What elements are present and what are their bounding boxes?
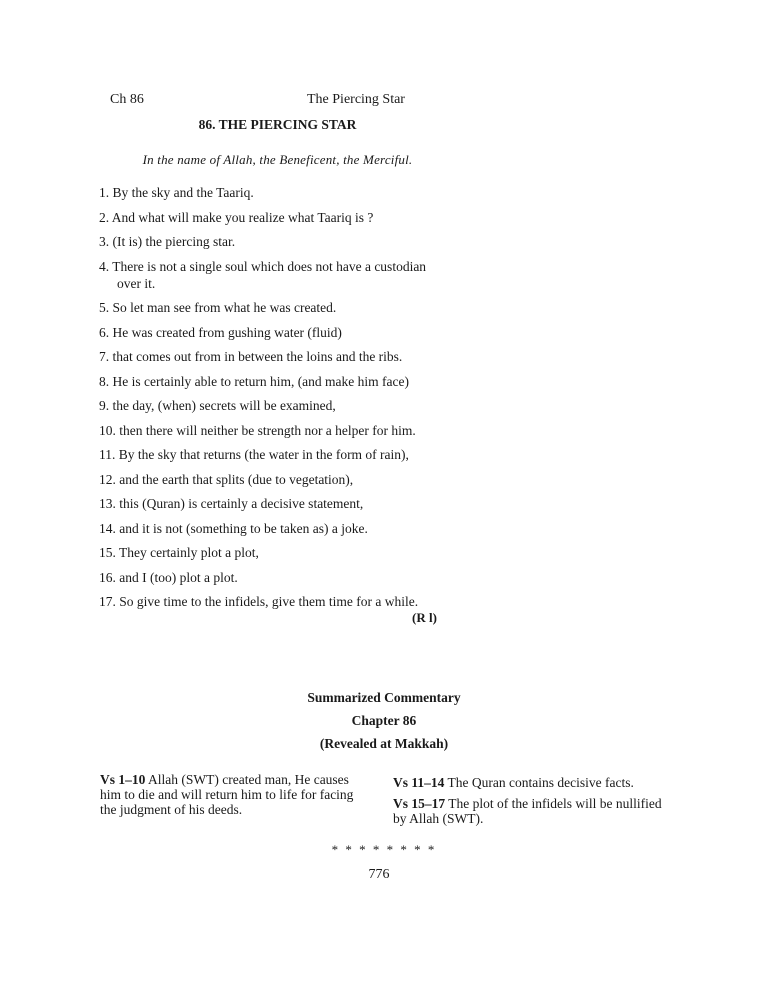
verse-item — [99, 324, 479, 341]
verse-item — [99, 422, 479, 439]
commentary-chapter: Chapter 86 — [351, 713, 417, 728]
verse-text: 14. and it is not (something to be taken as) a joke. — [99, 520, 368, 536]
invocation: In the name of Allah, the Beneficent, the Merciful. — [142, 152, 413, 167]
verse-text: 3. (It is) the piercing star. — [99, 234, 236, 249]
page-number: 776 — [368, 867, 390, 882]
commentary-line: the judgment of his deeds. — [100, 802, 243, 817]
verse-item — [99, 397, 479, 414]
commentary-heading: Summarized Commentary — [307, 690, 461, 705]
separator: * * * * * * * * — [331, 842, 437, 857]
verse-text: 12. and the earth that splits (due to vegetation), — [99, 471, 354, 487]
verse-text: 13. this (Quran) is certainly a decisive statement, — [99, 496, 364, 511]
verse-text: 9. the day, (when) secrets will be examined, — [99, 398, 336, 413]
verse-text: 15. They certainly plot a plot, — [99, 545, 259, 560]
verse-text: 11. By the sky that returns (the water in the form of rain), — [99, 447, 409, 462]
verse-text: 10. then there will neither be strength nor a helper for him. — [99, 422, 416, 438]
verse-text: 8. He is certainly able to return him, (and make him face) — [99, 373, 410, 389]
commentary-line: him to die and will return him to life for facing — [100, 787, 354, 802]
verse-range-label: Vs 11–14 — [393, 775, 445, 790]
commentary-line: by Allah (SWT). — [393, 811, 484, 826]
chapter-header: Ch 86 — [110, 92, 144, 107]
verse-item — [99, 233, 479, 250]
verse-item — [99, 520, 479, 537]
verse-range-label: Vs 15–17 — [393, 796, 446, 811]
verse-text: 2. And what will make you realize what Taariq is ? — [99, 209, 374, 225]
verse-item — [99, 299, 479, 316]
commentary-revealed: (Revealed at Makkah) — [319, 736, 449, 751]
verse-text: 16. and I (too) plot a plot. — [99, 569, 238, 585]
verse-text: 7. that comes out from in between the loins and the ribs. — [99, 349, 403, 364]
verse-continuation: over it. — [117, 275, 156, 291]
verse-text: 17. So give time to the infidels, give them time for a while. — [99, 594, 419, 609]
ruku-marker: (R l) — [412, 610, 437, 625]
commentary-line: The Quran contains decisive facts. — [444, 775, 634, 790]
verse-range-label: Vs 1–10 — [100, 772, 146, 787]
running-title: The Piercing Star — [307, 92, 405, 107]
commentary-left-column — [100, 772, 382, 817]
verse-text: 6. He was created from gushing water (fluid) — [99, 324, 342, 340]
verse-text: 1. By the sky and the Taariq. — [99, 185, 254, 200]
verse-item — [99, 446, 479, 463]
verse-item — [99, 569, 479, 586]
verse-item — [99, 544, 479, 561]
commentary-line: The plot of the infidels will be nullified — [445, 796, 662, 811]
chapter-title: 86. THE PIERCING STAR — [198, 117, 357, 132]
verse-text: 4. There is not a single soul which does not have a custodian — [99, 258, 427, 274]
verse-item — [99, 495, 479, 512]
verse-item — [99, 258, 479, 292]
commentary-line: Allah (SWT) created man, He causes — [145, 772, 349, 787]
verse-item — [99, 471, 479, 488]
verse-item — [99, 209, 479, 226]
verse-list — [99, 184, 479, 618]
commentary-paragraph — [100, 772, 382, 787]
verse-item — [99, 184, 479, 201]
commentary-right-column — [393, 775, 683, 826]
verse-text: 5. So let man see from what he was created. — [99, 300, 337, 315]
commentary-paragraph — [393, 796, 683, 811]
verse-item — [99, 348, 479, 365]
verse-item — [99, 593, 479, 610]
commentary-paragraph — [393, 775, 683, 790]
verse-item — [99, 373, 479, 390]
